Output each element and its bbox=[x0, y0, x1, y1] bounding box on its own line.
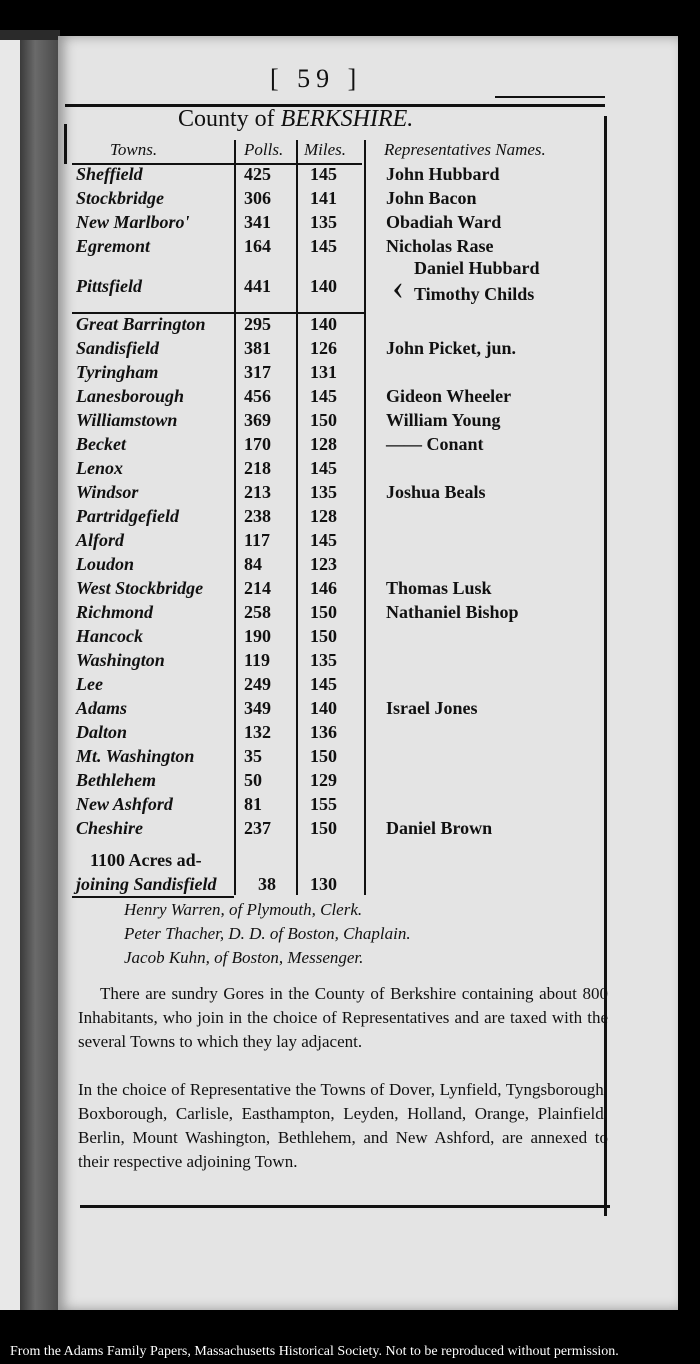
polls-value: 306 bbox=[244, 188, 271, 208]
representative-name: Gideon Wheeler bbox=[386, 386, 512, 406]
table-row bbox=[0, 674, 700, 698]
miles-value: 128 bbox=[310, 434, 337, 454]
gore-line-1: 1100 Acres ad- bbox=[90, 850, 202, 870]
polls-value: 317 bbox=[244, 362, 271, 382]
table-row bbox=[0, 794, 700, 818]
town-name: Adams bbox=[76, 698, 128, 718]
table-row bbox=[0, 236, 700, 260]
town-name: Loudon bbox=[76, 554, 135, 574]
table-row bbox=[0, 554, 700, 578]
town-name: Pittsfield bbox=[76, 276, 142, 296]
miles-value: 145 bbox=[310, 236, 337, 256]
representative-name: Nathaniel Bishop bbox=[386, 602, 519, 622]
table-row bbox=[0, 362, 700, 386]
copyright-footer: From the Adams Family Papers, Massachusetts Historical Society. Not to be reproduced without permission. bbox=[10, 1344, 619, 1359]
miles-value: 140 bbox=[310, 314, 337, 334]
town-name: Partridgefield bbox=[76, 506, 179, 526]
polls-value: 119 bbox=[244, 650, 271, 670]
miles-value: 141 bbox=[310, 188, 337, 208]
miles-value: 128 bbox=[310, 506, 337, 526]
polls-value: 214 bbox=[244, 578, 271, 598]
representative-name: John Picket, jun. bbox=[386, 338, 517, 358]
table-row bbox=[0, 770, 700, 794]
miles-value: 145 bbox=[310, 458, 337, 478]
town-name: New Marlboro' bbox=[76, 212, 190, 232]
town-name: Becket bbox=[76, 434, 126, 454]
polls-value: 456 bbox=[244, 386, 271, 406]
polls-value: 132 bbox=[244, 722, 271, 742]
miles-value: 135 bbox=[310, 482, 337, 502]
town-name: Dalton bbox=[76, 722, 128, 742]
header-polls: Polls. bbox=[244, 140, 284, 159]
miles-value: 126 bbox=[310, 338, 337, 358]
table-row bbox=[0, 530, 700, 554]
polls-value: 295 bbox=[244, 314, 271, 334]
note-annexed-towns: In the choice of Representative the Towns of Dover, Lynfield, Tyngsborough, Boxborough, Carlisle, Easthampton, Leyden, Holland, Orange, Plainfield, Berlin, Mount Washington, Bethlehem, and New Ashford, are annexed to their respective adjoining Town. bbox=[78, 1080, 608, 1171]
town-name: Hancock bbox=[76, 626, 143, 646]
polls-value: 369 bbox=[244, 410, 271, 430]
header-representatives: Representatives Names. bbox=[384, 140, 546, 159]
polls-value: 84 bbox=[244, 554, 262, 574]
polls-value: 218 bbox=[244, 458, 271, 478]
pittsfield-rep-1: Daniel Hubbard bbox=[414, 258, 540, 278]
representative-name: John Hubbard bbox=[386, 164, 500, 184]
town-name: New Ashford bbox=[76, 794, 173, 814]
pittsfield-rep-2: Timothy Childs bbox=[414, 284, 535, 304]
polls-value: 190 bbox=[244, 626, 271, 646]
gore-polls: 38 bbox=[258, 874, 276, 894]
polls-value: 237 bbox=[244, 818, 271, 838]
county-title bbox=[178, 106, 413, 133]
table-row bbox=[0, 602, 700, 626]
table-row bbox=[0, 338, 700, 362]
miles-value: 140 bbox=[310, 276, 337, 296]
polls-value: 164 bbox=[244, 236, 271, 256]
table-row bbox=[0, 698, 700, 722]
representative-name: John Bacon bbox=[386, 188, 477, 208]
town-name: Bethlehem bbox=[76, 770, 156, 790]
miles-value: 145 bbox=[310, 164, 337, 184]
town-name: Richmond bbox=[76, 602, 154, 622]
table-row bbox=[0, 650, 700, 674]
table-row bbox=[0, 276, 700, 300]
polls-value: 50 bbox=[244, 770, 262, 790]
gore-line-2: joining Sandisfield bbox=[76, 874, 217, 894]
polls-value: 238 bbox=[244, 506, 271, 526]
representative-name: Daniel Brown bbox=[386, 818, 493, 838]
town-name: Mt. Washington bbox=[76, 746, 195, 766]
miles-value: 131 bbox=[310, 362, 337, 382]
miles-value: 155 bbox=[310, 794, 337, 814]
representative-name: Israel Jones bbox=[386, 698, 478, 718]
header-miles: Miles. bbox=[304, 140, 347, 159]
town-name: Lee bbox=[76, 674, 103, 694]
miles-value: 140 bbox=[310, 698, 337, 718]
table-row bbox=[0, 434, 700, 458]
table-row-gore-1 bbox=[0, 850, 700, 874]
miles-value: 150 bbox=[310, 410, 337, 430]
brace-glyph: ‹ bbox=[392, 267, 404, 307]
representative-name: Joshua Beals bbox=[386, 482, 486, 502]
miles-value: 145 bbox=[310, 530, 337, 550]
table-row bbox=[0, 458, 700, 482]
polls-value: 258 bbox=[244, 602, 271, 622]
miles-value: 145 bbox=[310, 674, 337, 694]
table-row bbox=[0, 386, 700, 410]
table-row bbox=[0, 188, 700, 212]
table-row bbox=[0, 506, 700, 530]
page-number: [ 59 ] bbox=[270, 64, 363, 93]
miles-value: 150 bbox=[310, 746, 337, 766]
polls-value: 341 bbox=[244, 212, 271, 232]
town-name: Tyringham bbox=[76, 362, 159, 382]
polls-value: 35 bbox=[244, 746, 262, 766]
officer-messenger: Jacob Kuhn, of Boston, Messenger. bbox=[124, 948, 364, 967]
representative-name: William Young bbox=[386, 410, 501, 430]
polls-value: 170 bbox=[244, 434, 271, 454]
miles-value: 136 bbox=[310, 722, 337, 742]
representative-name: Obadiah Ward bbox=[386, 212, 502, 232]
polls-value: 213 bbox=[244, 482, 271, 502]
gore-miles: 130 bbox=[310, 874, 337, 894]
miles-value: 129 bbox=[310, 770, 337, 790]
officer-chaplain: Peter Thacher, D. D. of Boston, Chaplain. bbox=[124, 924, 411, 943]
county-name: BERKSHIRE. bbox=[280, 106, 414, 132]
miles-value: 150 bbox=[310, 602, 337, 622]
table-row bbox=[0, 314, 700, 338]
table-row bbox=[0, 626, 700, 650]
miles-value: 145 bbox=[310, 386, 337, 406]
officer-clerk: Henry Warren, of Plymouth, Clerk. bbox=[124, 900, 363, 919]
town-name: Egremont bbox=[76, 236, 151, 256]
town-name: Sheffield bbox=[76, 164, 143, 184]
bottom-rule bbox=[80, 1205, 610, 1208]
table-row bbox=[0, 410, 700, 434]
town-name: Lanesborough bbox=[76, 386, 185, 406]
county-prefix: County of bbox=[178, 106, 281, 132]
polls-value: 441 bbox=[244, 276, 271, 296]
polls-value: 81 bbox=[244, 794, 262, 814]
miles-value: 123 bbox=[310, 554, 337, 574]
header-towns: Towns. bbox=[110, 140, 158, 159]
miles-value: 135 bbox=[310, 212, 337, 232]
miles-value: 135 bbox=[310, 650, 337, 670]
town-name: Washington bbox=[76, 650, 165, 670]
representative-name: —— Conant bbox=[386, 434, 484, 454]
polls-value: 117 bbox=[244, 530, 271, 550]
table-row bbox=[0, 164, 700, 188]
polls-value: 349 bbox=[244, 698, 271, 718]
town-name: Sandisfield bbox=[76, 338, 160, 358]
table-row bbox=[0, 578, 700, 602]
table-row bbox=[0, 482, 700, 506]
top-rule-short bbox=[495, 96, 605, 98]
town-name: Alford bbox=[76, 530, 125, 550]
polls-value: 381 bbox=[244, 338, 271, 358]
town-name: West Stockbridge bbox=[76, 578, 204, 598]
town-name: Great Barrington bbox=[76, 314, 206, 334]
table-row bbox=[0, 722, 700, 746]
town-name: Lenox bbox=[76, 458, 123, 478]
note-gores: There are sundry Gores in the County of Berkshire containing about 800 Inhabitants, who join in the choice of Representatives and are taxed with the several Towns to which they lay adjacent. bbox=[78, 984, 608, 1051]
polls-value: 249 bbox=[244, 674, 271, 694]
town-name: Cheshire bbox=[76, 818, 144, 838]
polls-value: 425 bbox=[244, 164, 271, 184]
table-row bbox=[0, 818, 700, 842]
miles-value: 150 bbox=[310, 626, 337, 646]
table-row-gore-2 bbox=[0, 874, 700, 898]
miles-value: 150 bbox=[310, 818, 337, 838]
miles-value: 146 bbox=[310, 578, 337, 598]
town-name: Windsor bbox=[76, 482, 139, 502]
table-row bbox=[0, 212, 700, 236]
town-name: Stockbridge bbox=[76, 188, 164, 208]
representative-name: Thomas Lusk bbox=[386, 578, 492, 598]
table-row bbox=[0, 746, 700, 770]
left-bracket-rule bbox=[64, 124, 67, 164]
town-name: Williamstown bbox=[76, 410, 178, 430]
table-bottom-rule bbox=[72, 896, 234, 898]
representative-name: Nicholas Rase bbox=[386, 236, 494, 256]
